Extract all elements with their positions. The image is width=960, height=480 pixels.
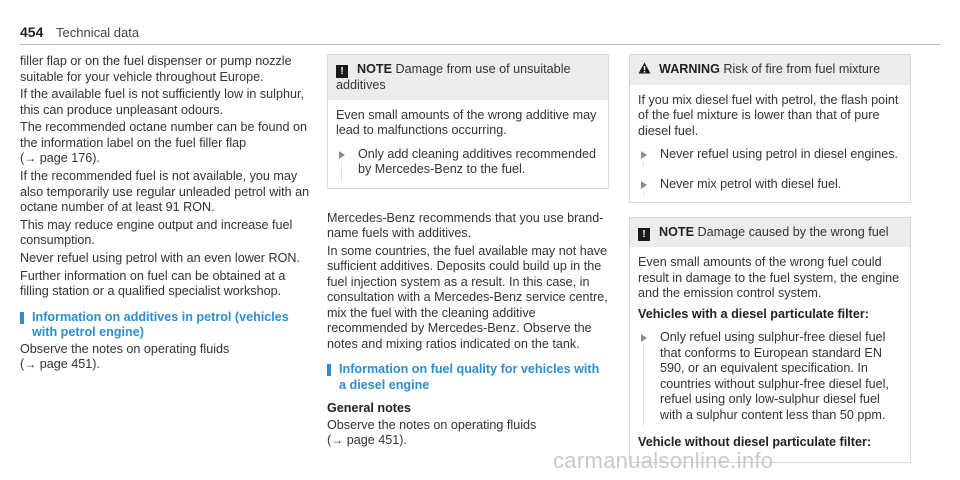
subheading: General notes: [327, 401, 411, 416]
triangle-bullet-icon: [641, 334, 647, 342]
triangle-bullet-icon: [641, 151, 647, 159]
warning-keyword: WARNING: [659, 62, 720, 76]
note-body: [328, 100, 608, 188]
paragraph: In some countries, the fuel available may not have sufficient additives. Deposits could build up in the fuel injection system as a result. In this case, in consultation with a Mercedes-Benz service centre, mix the fuel with the cleaning additive recommended by Mercedes-Benz. Observe the notes and mixing ratios indicated on the tank.: [327, 243, 608, 351]
section-heading-text: Information on fuel quality for vehicles with a diesel engine: [339, 362, 600, 392]
warning-box: [629, 54, 911, 203]
page-reference-link[interactable]: page 451).: [346, 433, 407, 448]
exclamation-icon: !: [638, 228, 650, 241]
heading-bar-icon: [20, 312, 24, 324]
paragraph: Observe the notes on operating fluids (→ page 451).: [327, 417, 537, 448]
paragraph: If the recommended fuel is not available, you may also temporarily use regular unleaded petrol with an octane number of at least 91 RON.: [20, 169, 310, 215]
watermark-text: carmanualsonline.info: [553, 448, 774, 473]
paragraph: filler flap or on the fuel dispenser or pump nozzle suitable for your vehicle throughout Europe.: [20, 54, 292, 84]
instruction-text: Only refuel using sulphur-free diesel fuel that conforms to European standard EN 590, or an equivalent specification. In countries without sulphur-free diesel fuel, refuel using only low-sulphur diesel fuel with a sulphur content less than 50 ppm.: [660, 330, 889, 422]
warning-body: [630, 85, 910, 203]
paragraph: Observe the notes on operating fluids (→ page 451).: [20, 341, 230, 372]
bullet-line: [643, 161, 644, 167]
note-title: Damage caused by the wrong fuel: [697, 225, 889, 239]
page-reference-link[interactable]: page 451).: [39, 357, 100, 372]
note-text: Even small amounts of the wrong additive may lead to malfunctions occurring.: [336, 107, 597, 137]
note-box: [327, 54, 609, 189]
section-title: Technical data: [56, 25, 140, 40]
paragraph: Never refuel using petrol with an even lower RON.: [20, 250, 300, 265]
bullet-line: [643, 344, 644, 427]
arrow-right-icon: →: [24, 151, 37, 166]
note-box: [629, 217, 911, 463]
paragraph-text: The recommended octane number can be found on the information label on the fuel filler flap: [20, 120, 308, 150]
paragraph: If the available fuel is not sufficiently low in sulphur, this can produce unpleasant odours.: [20, 87, 304, 117]
note-title: Damage from use of unsuitable additives: [336, 62, 571, 92]
warning-header: [630, 55, 910, 85]
page-number: 454: [20, 24, 44, 40]
section-heading: [327, 362, 609, 393]
triangle-bullet-icon: [641, 181, 647, 189]
column-2: [327, 54, 609, 451]
paragraph: The recommended octane number can be found on the information label on the fuel filler flap (→ page 176).: [20, 120, 308, 166]
arrow-right-icon: →: [24, 357, 37, 372]
section-heading: [20, 310, 310, 341]
section-heading-text: Information on additives in petrol (vehicles with petrol engine): [32, 309, 289, 340]
instruction-item: [638, 147, 902, 163]
instruction-item: [638, 330, 902, 423]
note-keyword: NOTE: [357, 62, 392, 76]
instruction-item: [638, 177, 902, 193]
page-header: [20, 24, 940, 40]
column-3: [629, 54, 911, 469]
header-divider: [20, 44, 940, 45]
exclamation-icon: !: [336, 65, 348, 78]
paragraph-text: Observe the notes on operating fluids: [327, 417, 537, 432]
note-keyword: NOTE: [659, 225, 694, 239]
page-reference-link[interactable]: page 176).: [39, 151, 100, 166]
paragraph: Mercedes-Benz recommends that you use brand-name fuels with additives.: [327, 210, 604, 240]
instruction-text: Never mix petrol with diesel fuel.: [660, 176, 842, 191]
column-1: [20, 54, 310, 375]
note-header: [328, 55, 608, 100]
heading-bar-icon: [327, 364, 331, 376]
triangle-bullet-icon: [339, 151, 345, 159]
note-header: [630, 218, 910, 247]
arrow-right-icon: →: [331, 433, 344, 448]
warning-title: Risk of fire from fuel mixture: [723, 62, 881, 76]
paragraph: Further information on fuel can be obtained at a filling station or a qualified specialist workshop.: [20, 268, 286, 299]
paragraph: This may reduce engine output and increase fuel consumption.: [20, 217, 293, 248]
bullet-line: [341, 161, 342, 182]
warning-text: If you mix diesel fuel with petrol, the flash point of the fuel mixture is lower than that of pure diesel fuel.: [638, 92, 899, 138]
note-text: Even small amounts of the wrong fuel could result in damage to the fuel system, the engine and the emission control system.: [638, 255, 900, 300]
instruction-item: [336, 147, 600, 178]
bullet-line: [643, 191, 644, 197]
note-body: [630, 247, 910, 462]
subheading: Vehicle without diesel particulate filter:: [638, 435, 872, 449]
instruction-text: Only add cleaning additives recommended by Mercedes-Benz to the fuel.: [358, 146, 597, 176]
instruction-text: Never refuel using petrol in diesel engines.: [660, 147, 899, 161]
paragraph-text: Observe the notes on operating fluids: [20, 341, 230, 356]
subheading: Vehicles with a diesel particulate filter:: [638, 306, 869, 321]
warning-triangle-icon: [638, 62, 651, 79]
